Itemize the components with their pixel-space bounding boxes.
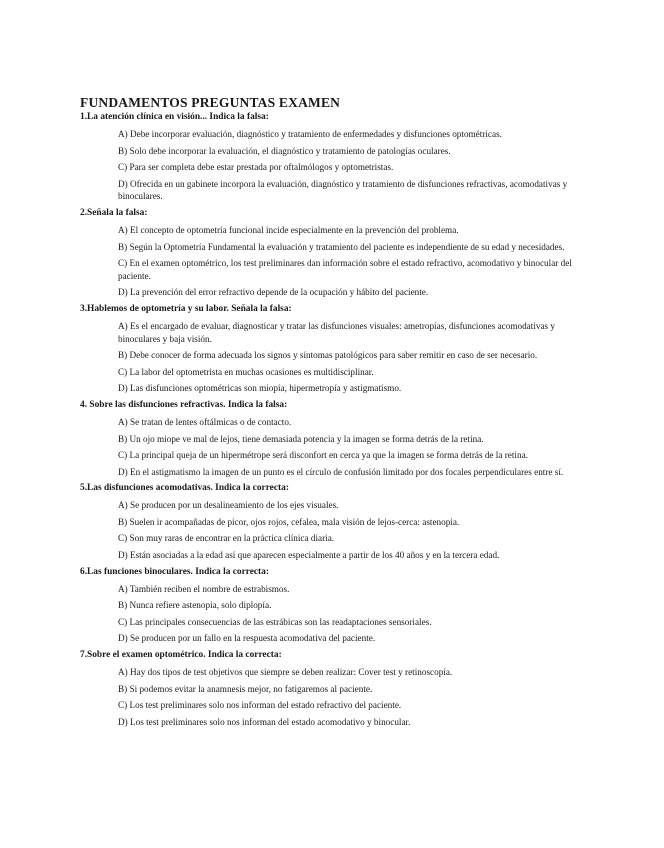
answer-option: D) Ofrecida en un gabinete incorpora la evaluación, diagnóstico y tratamiento de disfunciones refractivas, acomodativas y binoculares.	[118, 178, 568, 202]
question-block	[80, 207, 594, 299]
question-text: 1.La atención clínica en visión... Indica la falsa:	[80, 112, 269, 122]
answer-options	[80, 320, 594, 395]
answer-option: B) Nunca refiere astenopia, solo diplopía.	[118, 600, 272, 611]
answer-option: C) La principal queja de un hipermétrope será disconfort en cerca ya que la imagen se forma detrás de la retina.	[118, 450, 528, 461]
answer-option: A) Hay dos tipos de test objetivos que siempre se deben realizar: Cover test y retinoscopía.	[118, 667, 453, 678]
answer-options	[80, 583, 594, 645]
answer-options	[80, 128, 594, 203]
answer-options	[80, 499, 594, 561]
question-block	[80, 303, 594, 395]
question-block	[80, 111, 594, 203]
answer-option: C) En el examen optométrico, los test preliminares dan información sobre el estado refractivo, acomodativo y binocular del paciente.	[118, 258, 572, 281]
answer-option: D) Están asociadas a la edad así que aparecen especialmente a partir de los 40 años y en la tercera edad.	[118, 550, 500, 561]
answer-option: C) Las principales consecuencias de las estrábicas son las readaptaciones sensoriales.	[118, 616, 432, 627]
answer-options	[80, 416, 594, 478]
answer-option: D) Los test preliminares solo nos informan del estado acomodativo y binocular.	[118, 716, 411, 727]
answer-option: C) Para ser completa debe estar prestada por oftalmólogos y optometristas.	[118, 162, 394, 173]
answer-option: A) Se producen por un desalineamiento de los ejes visuales.	[118, 500, 339, 511]
answer-option: C) Los test preliminares solo nos informan del estado refractivo del paciente.	[118, 700, 402, 711]
question-block	[80, 399, 594, 478]
answer-option: A) Debe incorporar evaluación, diagnóstico y tratamiento de enfermedades y disfunciones optométricas.	[118, 129, 502, 139]
answer-options	[80, 666, 594, 728]
answer-option: B) Solo debe incorporar la evaluación, el diagnóstico y tratamiento de patologías oculares.	[118, 145, 451, 156]
answer-option: B) Suelen ir acompañadas de picor, ojos rojos, cefalea, mala visión de lejos-cerca: astenopia.	[118, 516, 460, 527]
answer-option: D) La prevención del error refractivo depende de la ocupación y hábito del paciente.	[118, 287, 429, 298]
answer-options	[80, 224, 594, 299]
answer-option: D) En el astigmatismo la imagen de un punto es el círculo de confusión limitado por dos focales perpendiculares entre sí.	[118, 466, 564, 477]
question-block	[80, 649, 594, 728]
question-block	[80, 482, 594, 561]
answer-option: C) Son muy raras de encontrar en la práctica clínica diaria.	[118, 533, 335, 544]
answer-option: C) La labor del optometrista en muchas ocasiones es multidisciplinar.	[118, 366, 374, 377]
question-text: 6.Las funciones binoculares. Indica la correcta:	[80, 566, 269, 577]
question-text: 4. Sobre las disfunciones refractivas. Indica la falsa:	[80, 399, 288, 410]
answer-option: D) Se producen por un fallo en la respuesta acomodativa del paciente.	[118, 633, 376, 644]
answer-option: A) Es el encargado de evaluar, diagnosticar y tratar las disfunciones visuales: ametropías, disfunciones acomodativas y binoculares y baja visión.	[118, 320, 556, 344]
question-text: 7.Sobre el examen optométrico. Indica la correcta:	[80, 650, 282, 661]
answer-option: B) Debe conocer de forma adecuada los signos y síntomas patológicos para saber remitir en caso de ser necesario.	[118, 350, 538, 361]
question-text: 5.Las disfunciones acomodativas. Indica la correcta:	[80, 483, 289, 494]
answer-option: D) Las disfunciones optométricas son miopía, hipermetropía y astigmatismo.	[118, 383, 402, 394]
answer-option: A) También reciben el nombre de estrabismos.	[118, 583, 290, 594]
answer-option: A) Se tratan de lentes oftálmicas o de contacto.	[118, 416, 292, 427]
answer-option: B) Un ojo miope ve mal de lejos, tiene demasiada potencia y la imagen se forma detrás de la retina.	[118, 433, 484, 444]
question-list	[80, 111, 594, 728]
question-text: 3.Hablemos de optometría y su labor. Señala la falsa:	[80, 303, 292, 314]
answer-option: B) Si podemos evitar la anamnesis mejor, no fatigaremos al paciente.	[118, 683, 373, 694]
question-text: 2.Señala la falsa:	[80, 207, 148, 218]
question-block	[80, 566, 594, 645]
answer-option: B) Según la Optometría Fundamental la evaluación y tratamiento del paciente es independiente de su edad y necesidades.	[118, 241, 565, 252]
document-title: FUNDAMENTOS PREGUNTAS EXAMEN	[80, 95, 341, 110]
answer-option: A) El concepto de optometría funcional incide especialmente en la prevención del problema.	[118, 224, 459, 235]
